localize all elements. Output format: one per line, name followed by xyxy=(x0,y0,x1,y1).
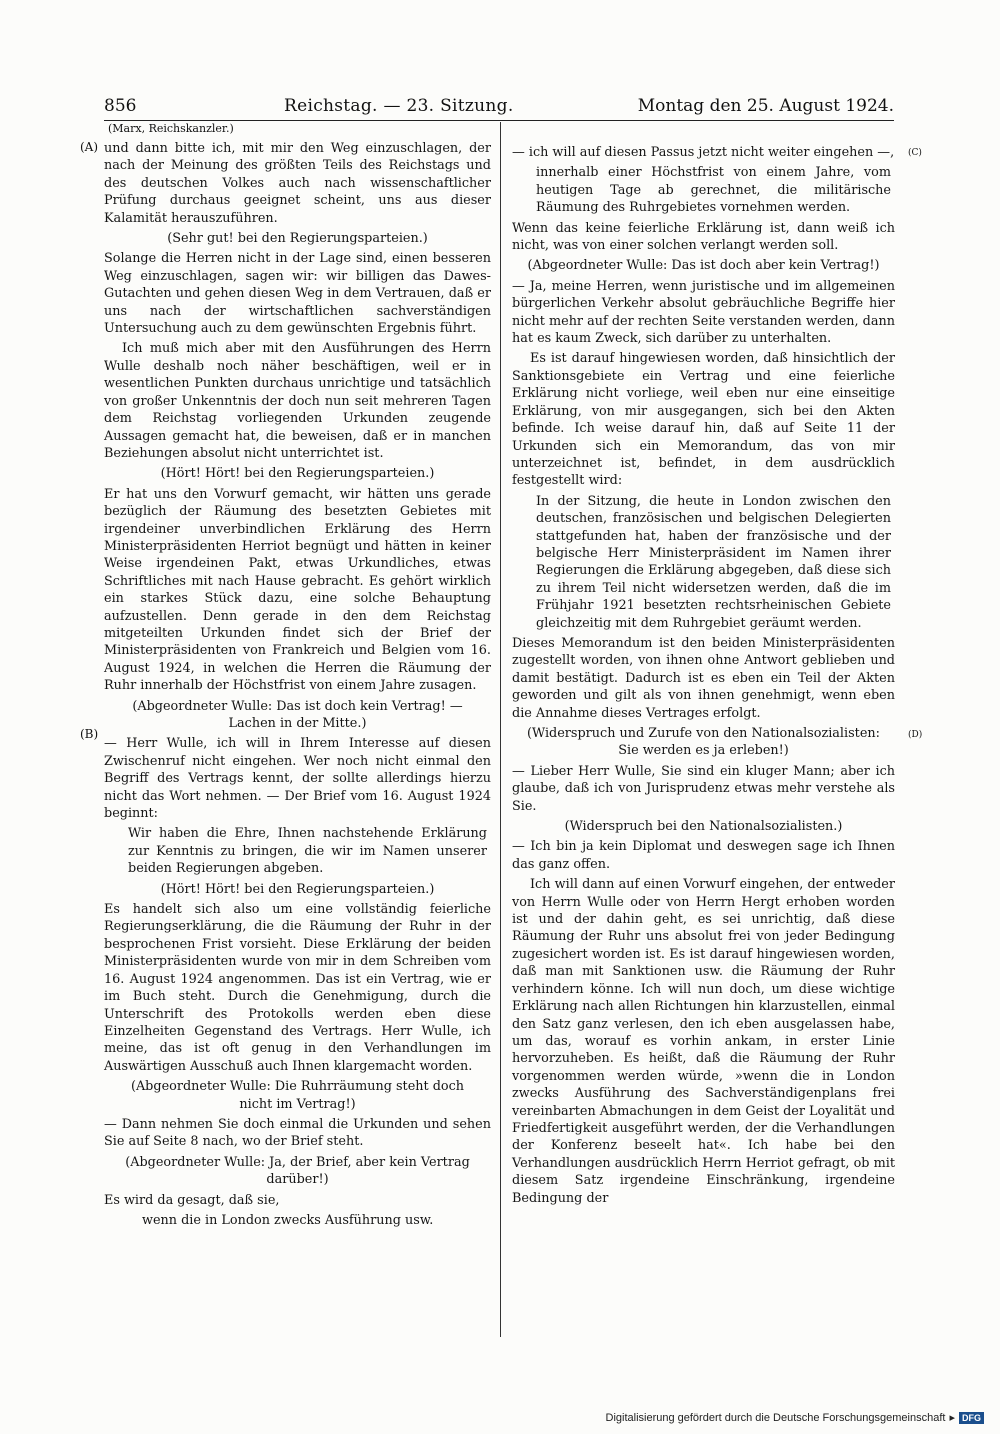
footer-credit xyxy=(606,1411,985,1424)
paragraph: Es handelt sich also um eine vollständig feierliche Regierungserklärung, die die Räumung der Ruhr in der besprochenen Frist vorsieht. Diese Erklärung der beiden Ministerpräsidenten wurde von mir in dem Schreiben vom 16. August 1924 angenommen. Das ist ein Vertrag, wie er im Buch steht. Durch die Genehmigung, durch die Unterschrift des Protokolls werden eben diese Einzelheiten Gegenstand des Vertrags. Herr Wulle, ich meine, das ist oft genug in den Verhandlungen im Auswärtigen Ausschuß auch Ihnen klargemacht worden. xyxy=(104,902,491,1074)
session-date: Montag den 25. August 1924. xyxy=(637,96,894,116)
interjection: (Sehr gut! bei den Regierungsparteien.) xyxy=(167,231,428,247)
paragraph: — Ja, meine Herren, wenn juristische und im allgemeinen bürgerlichen Verkehr absolut gebräuchliche Begriffe hier nicht mehr auf der rechten Seite verstanden werden, dann hat es kaum Zweck, sich darüber zu unterhalten. xyxy=(512,278,895,347)
page-number: 856 xyxy=(104,96,137,116)
interjection: (Abgeordneter Wulle: Das ist doch aber kein Vertrag!) xyxy=(527,258,880,274)
paragraph: — Herr Wulle, ich will in Ihrem Interesse auf diesen Zwischenruf nicht eingehen. Wer noch nicht einmal den Begriff des Vertrags kennt, der sollte allerdings hierzu nicht das Wort nehmen. — Der Brief vom 16. August 1924 beginnt: xyxy=(104,736,491,822)
paragraph: Ich muß mich aber mit den Ausführungen des Herrn Wulle deshalb noch näher beschäftigen, weil er in wesentlichen Punkten durchaus unrichtige und tatsächlich von großer Unkenntnis der doch nun seit mehreren Tagen dem Reichstag vorliegenden Urkunden zeugende Aussagen gemacht hat, die beweisen, daß er in manchen Beziehungen absolut nicht unterrichtet ist. xyxy=(104,341,491,461)
dfg-logo: ▸ xyxy=(949,1412,955,1424)
quotation: wenn die in London zwecks Ausführung usw. xyxy=(142,1212,434,1228)
session-title: Reichstag. — 23. Sitzung. xyxy=(284,96,514,116)
quotation: innerhalb einer Höchstfrist von einem Jahre, vom heutigen Tage ab gerechnet, die militärische Räumung des Ruhrgebietes vornehmen werden. xyxy=(536,165,891,216)
footer-text: Digitalisierung gefördert durch die Deutsche Forschungsgemeinschaft xyxy=(605,1411,946,1424)
paragraph: Wenn das keine feierliche Erklärung ist, dann weiß ich nicht, was von einer solchen verlangt werden soll. xyxy=(512,220,895,254)
paragraph: Es ist darauf hingewiesen worden, daß hinsichtlich der Sanktionsgebiete ein Vertrag und eine feierliche Erklärung nicht vorliege, weil eben nur eine einseitige Erklärung, von mir ausgegangen, sich bei den Akten befinde. Ich weise darauf hin, daß auf Seite 11 der Urkunden sich ein Memorandum, das von mir unterzeichnet ist, befindet, in dem ausdrücklich festgestellt wird: xyxy=(512,351,895,489)
interjection: (Widerspruch und Zurufe von den Nationalsozialisten: Sie werden es ja erleben!) xyxy=(527,726,880,759)
dfg-logo-text: DFG xyxy=(959,1412,984,1424)
paragraph: — Lieber Herr Wulle, Sie sind ein kluger Mann; aber ich glaube, daß ich von Jurisprudenz etwas mehr verstehe als Sie. xyxy=(512,763,895,814)
interjection: (Hört! Hört! bei den Regierungsparteien.) xyxy=(160,466,435,482)
margin-mark-c: (C) xyxy=(908,148,922,158)
margin-mark-a: (A) xyxy=(80,140,99,154)
paragraph: — Dann nehmen Sie doch einmal die Urkunden und sehen Sie auf Seite 8 nach, wo der Brief steht. xyxy=(104,1116,491,1150)
margin-mark-b: (B) xyxy=(80,727,99,741)
margin-mark-d: (D) xyxy=(908,730,923,740)
paragraph: Ich will dann auf einen Vorwurf eingehen, der entweder von Herrn Wulle oder von Herrn Hergt erhoben worden ist und der dahin geht, es sei unrichtig, daß diese Räumung der Ruhr uns absolut frei von jeder Bedingung zugesichert worden ist. Es ist darauf hingewiesen worden, daß man mit Sanktionen usw. die Räumung der Ruhr verhindern könne. Ich will nun doch, um diese wichtige Erklärung nach allen Richtungen hin klarzustellen, einmal den Satz ganz verlesen, den ich eben ausgelassen habe, um das, worauf es vorhin ankam, in erster Linie hervorzuheben. Es heißt, daß die Räumung der Ruhr vorgenommen werden würde, »wenn die in London zwecks Ausführung des Sachverständigenplans frei vereinbarten Abmachungen in dem Geist der Loyalität und Friedfertigkeit ausgeführt werden, der die Verhandlungen der Konferenz beseelt hat«. Ich habe bei den Verhandlungen ausdrücklich Herrn Herriot gefragt, ob mit diesem Satz irgendeine Einschränkung, irgendeine Bedingung der xyxy=(512,877,895,1206)
interjection: (Abgeordneter Wulle: Ja, der Brief, aber kein Vertrag darüber!) xyxy=(125,1154,470,1188)
interjection: (Hört! Hört! bei den Regierungsparteien.) xyxy=(160,881,435,897)
interjection: (Abgeordneter Wulle: Das ist doch kein Vertrag! — Lachen in der Mitte.) xyxy=(132,698,463,731)
paragraph: Es wird da gesagt, daß sie, xyxy=(104,1192,280,1208)
paragraph: — ich will auf diesen Passus jetzt nicht weiter eingehen —, xyxy=(512,145,895,160)
column-divider xyxy=(500,122,501,1337)
speaker-note: (Marx, Reichskanzler.) xyxy=(108,122,234,135)
quotation: Wir haben die Ehre, Ihnen nachstehende Erklärung zur Kenntnis zu bringen, die wir im Namen unserer beiden Regierungen abgeben. xyxy=(128,826,487,877)
left-column xyxy=(104,140,491,1232)
paragraph: — Ich bin ja kein Diplomat und deswegen sage ich Ihnen das ganz offen. xyxy=(512,839,895,872)
interjection: (Abgeordneter Wulle: Die Ruhrräumung steht doch nicht im Vertrag!) xyxy=(130,1079,465,1112)
page-header xyxy=(104,96,894,122)
paragraph: Dieses Memorandum ist den beiden Ministerpräsidenten zugestellt worden, von ihnen ohne Antwort geblieben und damit bestätigt. Dadurch ist es eben ein Teil der Akten geworden und gilt als von ihnen genehmigt, wenn eben die Annahme dieses Vertrages erfolgt. xyxy=(512,635,895,721)
paragraph: Solange die Herren nicht in der Lage sind, einen besseren Weg einzuschlagen, sagen wir: wir billigen das Dawes-Gutachten und gehen diesen Weg in dem Vertrauen, daß er uns nach der wirtschaftlichen sachverständigen Untersuchung auch zu dem gewünschten Ergebnis führt. xyxy=(104,251,491,337)
right-column xyxy=(512,144,895,1210)
paragraph: und dann bitte ich, mit mir den Weg einzuschlagen, der nach der Meinung des größten Teils des Reichstags und des deutschen Volkes auch nach wissenschaftlicher Prüfung durchaus geeignet scheint, uns aus dieser Kalamität herauszuführen. xyxy=(104,141,491,226)
header-rule xyxy=(104,120,894,121)
interjection: (Widerspruch bei den Nationalsozialisten.) xyxy=(564,819,843,835)
quotation: In der Sitzung, die heute in London zwischen den deutschen, französischen und belgischen Delegierten stattgefunden hat, haben der französische und der belgische Herr Ministerpräsident im Namen ihrer Regierungen die Erklärung abgegeben, daß diese sich zu ihrem Teil nicht widersetzen werden, daß die im Frühjahr 1921 besetzten rechtsrheinischen Gebiete gleichzeitig mit dem Ruhrgebiet geräumt werden. xyxy=(536,493,891,631)
paragraph: Er hat uns den Vorwurf gemacht, wir hätten uns gerade bezüglich der Räumung des besetzten Gebietes mit irgendeiner unverbindlichen Erklärung des Herrn Ministerpräsidenten Herriot begnügt und hätten in keiner Weise irgendeinen Pakt, etwas Urkundliches, etwas Schriftliches mit nach Hause gebracht. Es gehört wirklich ein starkes Stück dazu, eine solche Behauptung aufzustellen. Denn gerade in den dem Reichstag mitgeteilten Urkunden findet sich der Brief der Ministerpräsidenten von Frankreich und Belgien vom 16. August 1924, in welchen die Herren die Räumung der Ruhr innerhalb der Höchstfrist von einem Jahre zusagen. xyxy=(104,486,491,694)
